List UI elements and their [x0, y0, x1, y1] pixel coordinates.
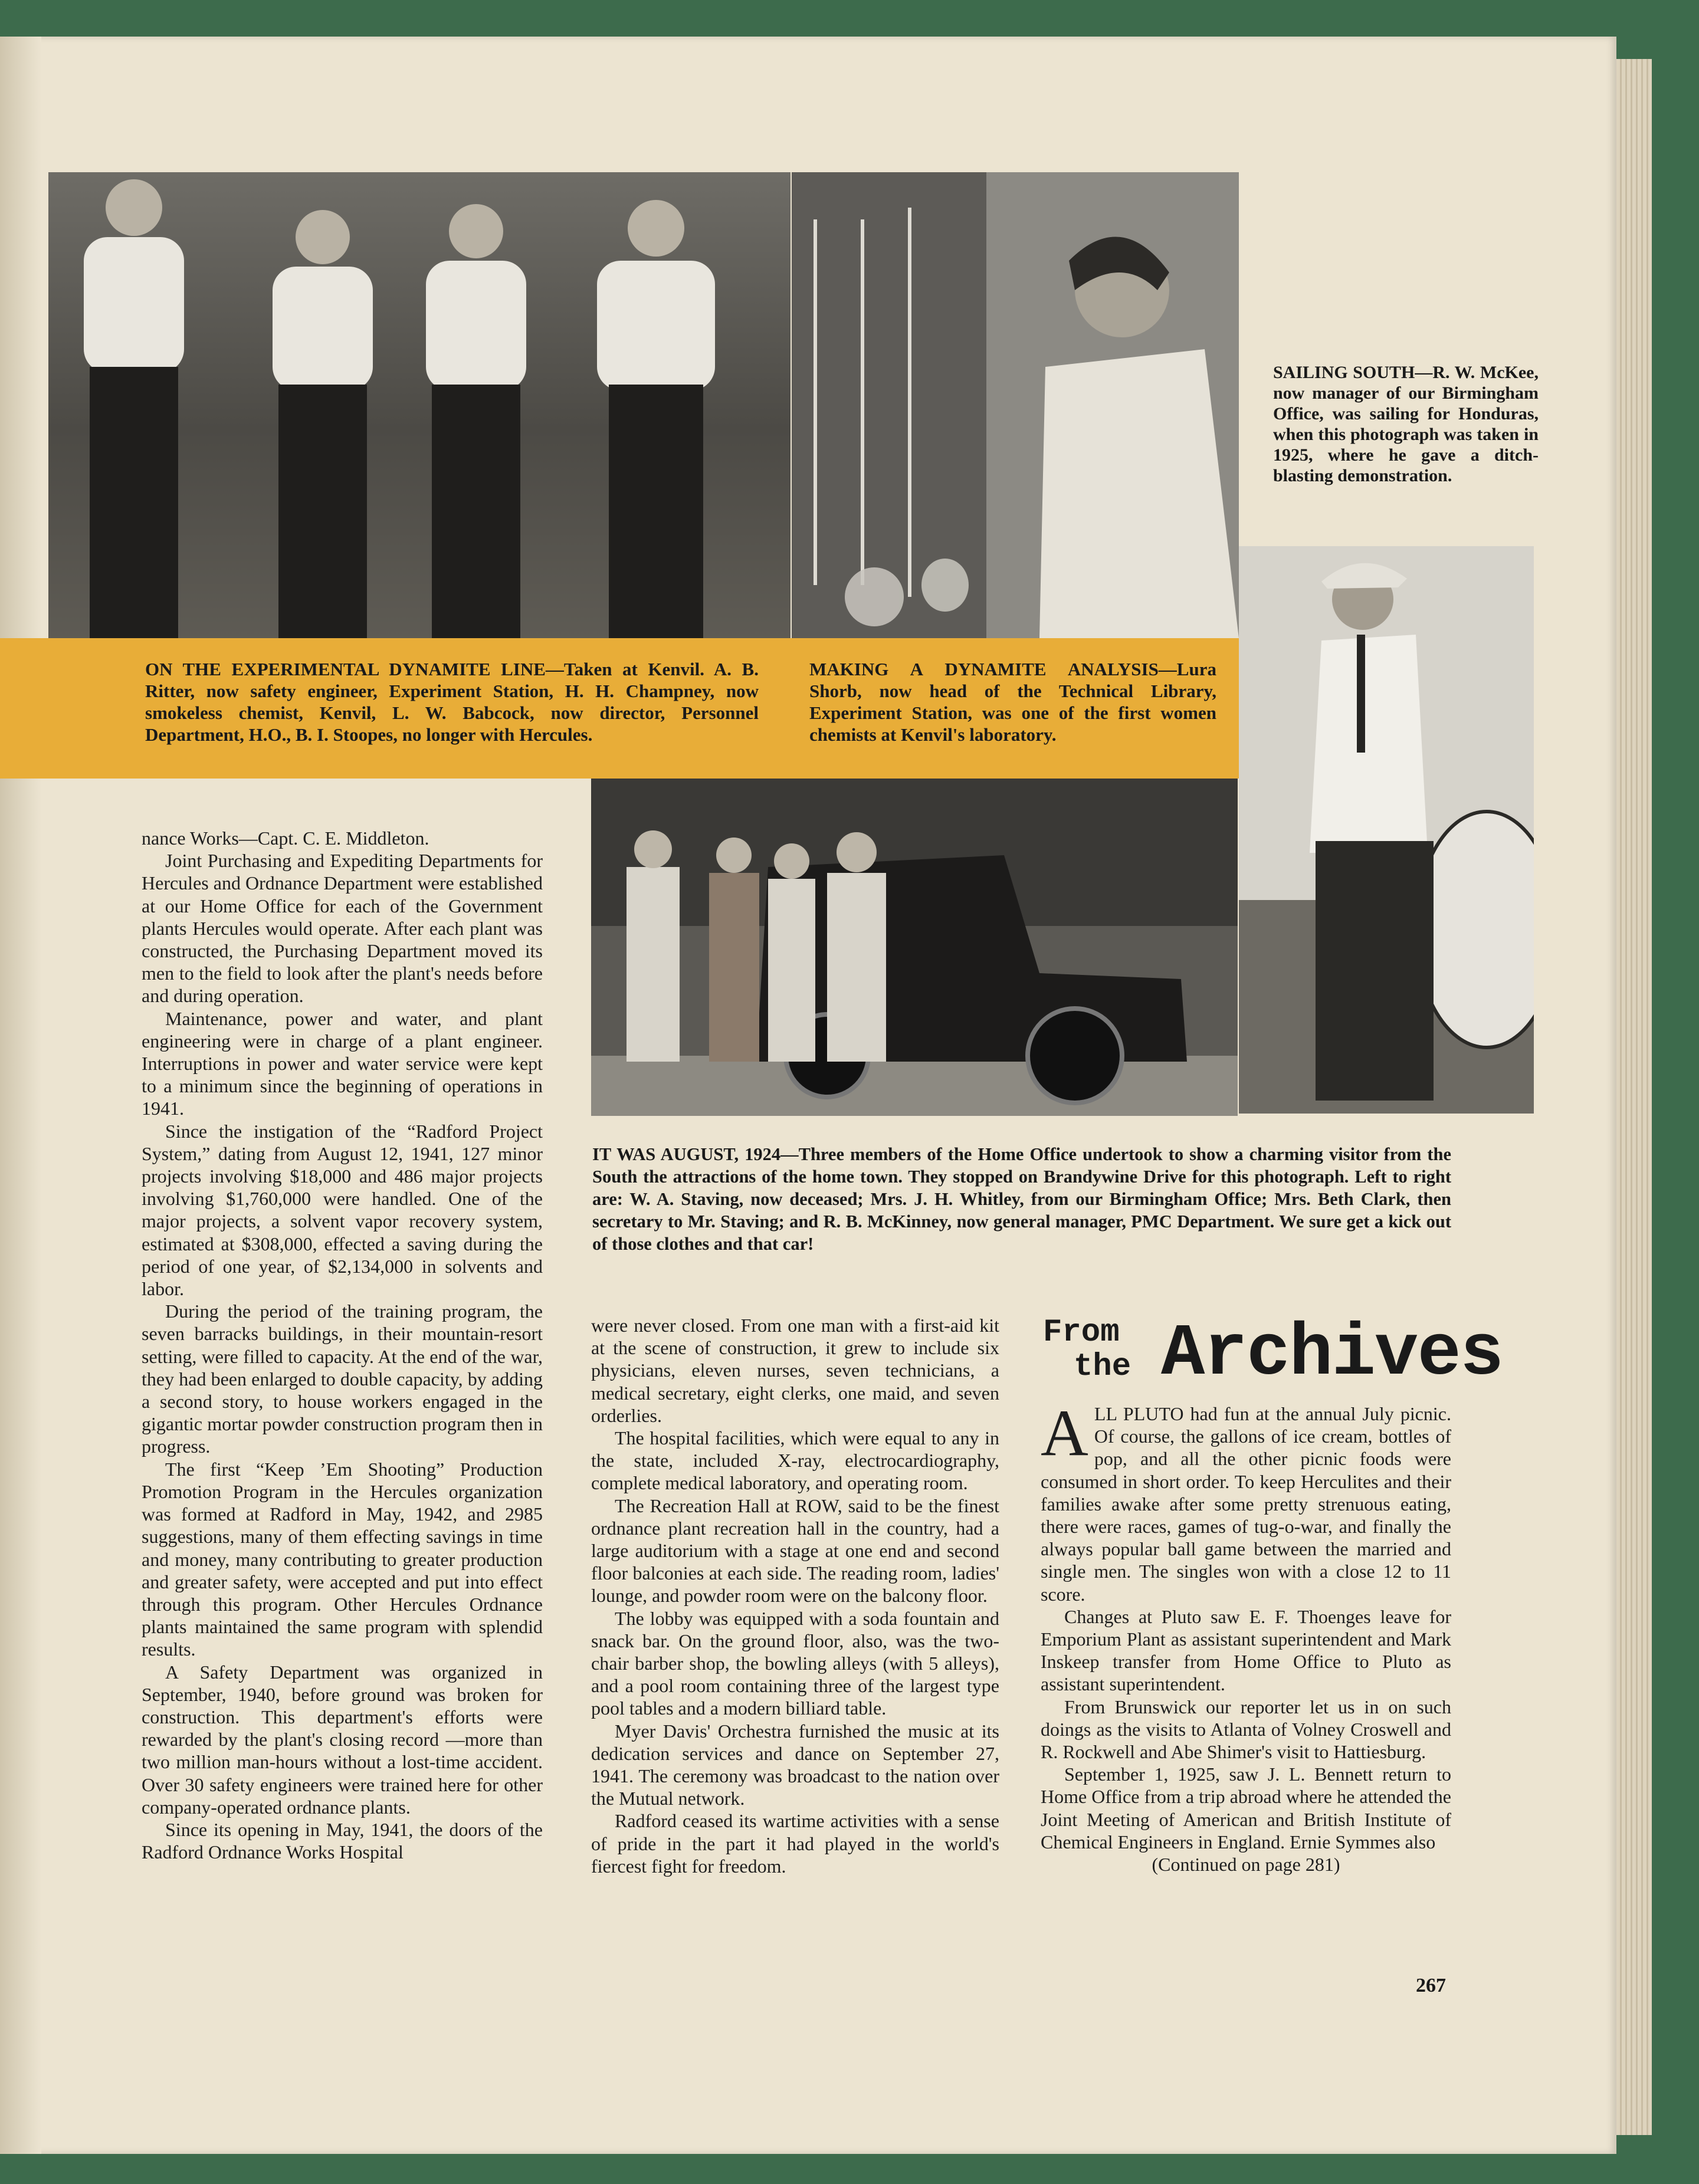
photo-sailing-south — [1239, 546, 1534, 1114]
archives-first-paragraph: ALL PLUTO had fun at the annual July picnic. Of course, the gallons of ice cream, bottles of pop, and all the other picnic foods were consumed in short order. To keep Herculites and their families awake after some pretty strenuous eating, there were races, games of tug-o-war, and finally the always popular ball game between the married and single men. The singles won with a close 12 to 11 score. — [1041, 1397, 1451, 1605]
article-paragraph: During the period of the training program, the seven barracks buildings, in their mountain-resort setting, were filled to capacity. At the end of the war, they had been enlarged to double capacity, by adding a second story, to house workers engaged in the gigantic mortar powder construction program then in progress. — [142, 1300, 543, 1457]
page-binding — [0, 37, 41, 2154]
drop-cap: A — [1041, 1397, 1088, 1470]
article-paragraph: Radford ceased its wartime activities with a sense of pride in the part it had played in the world's fiercest fight for freedom. — [591, 1810, 999, 1877]
caption-august-1924: IT WAS AUGUST, 1924—Three members of the Home Office undertook to show a charming visitor from the South the attractions of the home town. They stopped on Brandywine Drive for this photograph. Left to right are: W. A. Staving, now deceased; Mrs. J. H. Whitley, from our Birmingham Office; Mrs. Beth Clark, then secretary to Mr. Staving; and R. B. McKinney, now general manager, PMC Department. We sure get a kick out of those clothes and that car! — [592, 1144, 1451, 1254]
article-paragraph: Myer Davis' Orchestra furnished the music at its dedication services and dance on September 27, 1941. The ceremony was broadcast to the nation over the Mutual network. — [591, 1720, 999, 1809]
article-paragraph: Maintenance, power and water, and plant engineering were in charge of a plant engineer. Interruptions in power and water service were kept to a minimum since the beginning of operations in 1941. — [142, 1007, 543, 1119]
archives-paragraph: From Brunswick our reporter let us in on such doings as the visits to Atlanta of Volney Croswell and R. Rockwell and Abe Shimer's visit to Hattiesburg. — [1041, 1696, 1451, 1763]
caption-sailing-south: SAILING SOUTH—R. W. McKee, now manager of our Birmingham Office, was sailing for Honduras, when this photograph was taken in 1925, where he gave a ditch-blasting demonstration. — [1273, 363, 1539, 485]
article-paragraph: The lobby was equipped with a soda fountain and snack bar. On the ground floor, also, was the two-chair barber shop, the bowling alleys (with 5 alleys), and a pool room containing three of the largest type pool tables and a modern billiard table. — [591, 1607, 999, 1719]
article-paragraph: nance Works—Capt. C. E. Middleton. — [142, 827, 429, 849]
article-left-column — [142, 827, 543, 1863]
article-paragraph: A Safety Department was organized in September, 1940, before ground was broken for construction. This department's efforts were rewarded by the plant's closing record —more than two million man-hours without a lost-time accident. Over 30 safety engineers were trained here for other company-operated ordnance plants. — [142, 1661, 543, 1818]
archives-heading-main: Archives — [1161, 1313, 1503, 1396]
article-paragraph: Joint Purchasing and Expediting Departments for Hercules and Ordnance Department were established at our Home Office for each of the Government plants Hercules would operate. After each plant was constructed, the Purchasing Department moved its men to the field to look after the plant's needs before and during operation. — [142, 850, 543, 1007]
photo-august-1924-car — [591, 779, 1238, 1116]
page-edges — [1616, 59, 1652, 2135]
archives-paragraph: Changes at Pluto saw E. F. Thoenges leave for Emporium Plant as assistant superintendent and Mark Inskeep transfer from Home Office to Pluto as assistant superintendent. — [1041, 1605, 1451, 1695]
article-paragraph: The first “Keep ’Em Shooting” Production Promotion Program in the Hercules organization was formed at Radford in May, 1942, and 2985 suggestions, many of them effecting savings in time and money, many contributing to greater production and greater safety, were accepted and put into effect through this program. Other Hercules Ordnance plants maintained the same program with splendid results. — [142, 1458, 543, 1660]
archives-heading-from: From — [1043, 1315, 1120, 1351]
photo-dynamite-line-men — [48, 172, 791, 638]
caption-dynamite-analysis: MAKING A DYNAMITE ANALYSIS—Lura Shorb, now head of the Technical Library, Experiment Station, was one of the first women chemists at Kenvil's laboratory. — [809, 659, 1216, 745]
article-middle-column — [591, 1314, 999, 1877]
photo-dynamite-analysis — [792, 172, 1239, 638]
article-paragraph: The hospital facilities, which were equal to any in the state, included X-ray, electrocardiography, complete medical laboratory, and operating room. — [591, 1427, 999, 1494]
article-paragraph: Since the instigation of the “Radford Project System,” dating from August 12, 1941, 127 minor projects involving $18,000 and 486 major projects involving $1,760,000 were handled. One of the major projects, a solvent vapor recovery system, estimated at $308,000, effected a saving during the period of one year, of $2,134,000 in solvents and labor. — [142, 1120, 543, 1300]
archives-heading-the: the — [1074, 1349, 1131, 1385]
article-paragraph: The Recreation Hall at ROW, said to be the finest ordnance plant recreation hall in the country, had a large auditorium with a stage at one end and second floor balconies at each side. The reading room, ladies' lounge, and powder room were on the balcony floor. — [591, 1495, 999, 1607]
continued-note: (Continued on page 281) — [1152, 1854, 1340, 1876]
archives-column — [1041, 1397, 1451, 1876]
archives-heading — [1043, 1312, 1503, 1401]
page-number: 267 — [1416, 1975, 1446, 1996]
article-paragraph: were never closed. From one man with a first-aid kit at the scene of construction, it grew to include six physicians, eleven nurses, seven technicians, a medical secretary, eight clerks, one maid, and seven orderlies. — [591, 1315, 999, 1426]
article-paragraph: Since its opening in May, 1941, the doors of the Radford Ordnance Works Hospital — [142, 1818, 543, 1863]
caption-dynamite-line: ON THE EXPERIMENTAL DYNAMITE LINE—Taken at Kenvil. A. B. Ritter, now safety engineer, Experiment Station, H. H. Champney, now smokeless chemist, Kenvil, L. W. Babcock, now director, Personnel Department, H.O., B. I. Stoopes, no longer with Hercules. — [145, 659, 759, 745]
archives-paragraph: September 1, 1925, saw J. L. Bennett return to Home Office from a trip abroad where he attended the Joint Meeting of American and British Institute of Chemical Engineers in England. Ernie Symmes also — [1041, 1763, 1451, 1853]
